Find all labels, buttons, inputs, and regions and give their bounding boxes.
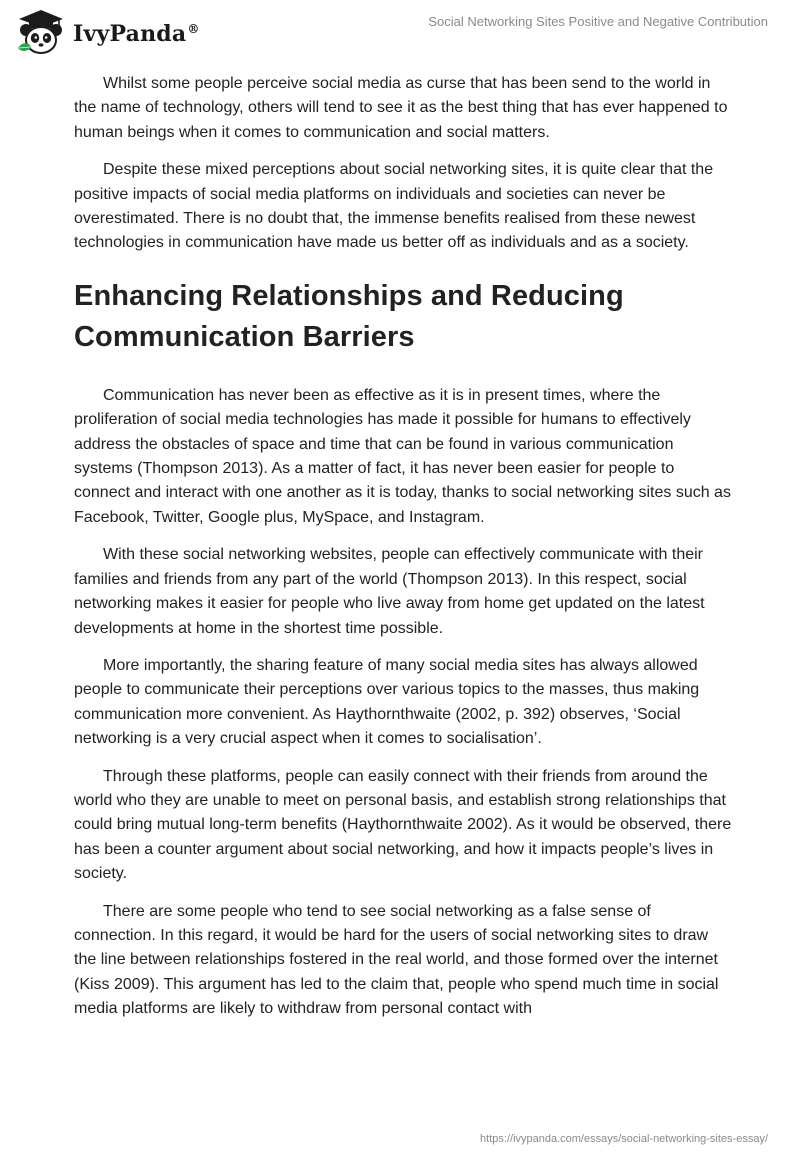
intro-paragraph: Whilst some people perceive social media as curse that has been send to the world in the name of technology, others will tend to see it as the best thing that has ever happened to human beings when it comes to communication and social matters. [74,75,728,141]
logo-text: IvyPanda® [73,21,200,47]
panda-graduate-icon [15,8,67,58]
essay-body [74,72,734,1035]
body-paragraph: There are some people who tend to see social networking as a false sense of connection. In this regard, it would be hard for the users of social networking sites to draw the line between relationships fostered in the real world, and those formed over the internet (Kiss 2009). This argument has led to the claim that, people who spend much time in social media platforms are likely to withdraw from personal contact with [74,902,719,1018]
body-paragraph: With these social networking websites, people can effectively communicate with their families and friends from any part of the world (Thompson 2013). In this respect, social networking makes it easier for people who live away from home get updated on the latest developments at home in the shortest time possible. [74,546,705,637]
source-url[interactable]: https://ivypanda.com/essays/social-networking-sites-essay/ [480,1133,768,1145]
section-heading: Enhancing Relationships and Reducing Communication Barriers [74,279,624,353]
page-header [0,0,800,70]
body-paragraph: Communication has never been as effective as it is in present times, where the proliferation of social media technologies has made it possible for humans to effectively address the obstacles of space and time that can be found in various communication systems (Thompson 2013). As a matter of fact, it has never been easier for people to connect and interact with one another as it is today, thanks to social networking sites such as Facebook, Twitter, Google plus, MySpace, and Instagram. [74,386,731,526]
ivypanda-logo[interactable] [15,8,200,58]
body-paragraph: More importantly, the sharing feature of many social media sites has always allowed people to communicate their perceptions over various topics to the masses, thus making communication more convenient. As Haythornthwaite (2002, p. 392) observes, ‘Social networking is a very crucial aspect when it comes to socialisation’. [74,656,700,748]
intro-paragraph: Despite these mixed perceptions about social networking sites, it is quite clear that the positive impacts of social media platforms on individuals and societies can never be overestimated. There is no doubt that, the immense benefits realised from these newest technologies in communication have made us better off as individuals and as a society. [74,161,714,252]
registered-mark: ® [187,21,200,36]
document-title: Social Networking Sites Positive and Negative Contribution [428,14,768,29]
body-paragraph: Through these platforms, people can easily connect with their friends from around the world who they are unable to meet on personal basis, and establish strong relationships that could bring mutual long-term benefits (Haythornthwaite 2002). As it would be observed, there has been a counter argument about social networking, and how it impacts people’s lives in society. [74,767,732,883]
